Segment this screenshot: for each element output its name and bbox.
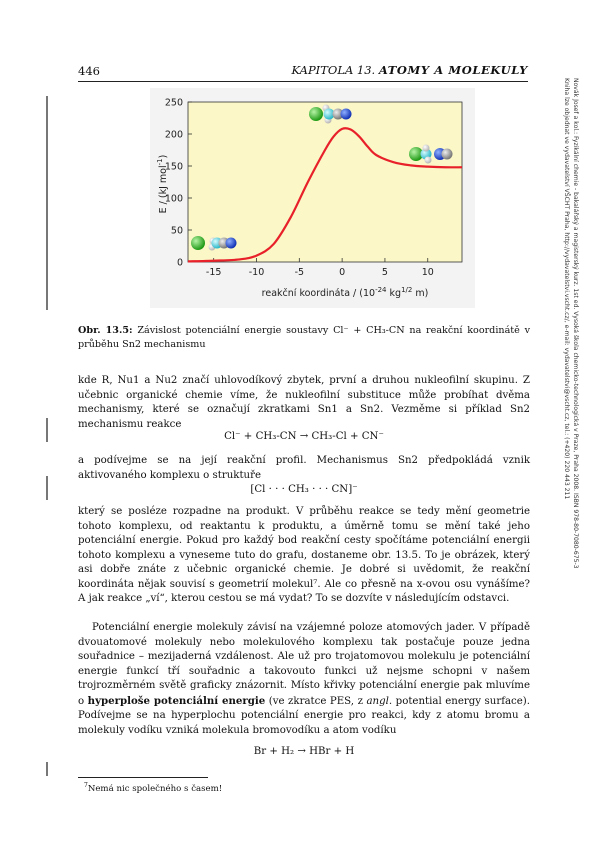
x-tick-label: -15: [205, 267, 222, 278]
caption-label: Obr. 13.5:: [78, 325, 133, 336]
paragraph-4-part-c: potential energy surface). Podívejme se na hyperplochu potenciální energie pro reakci, kdy z atomu bromu a molekuly vodíku vzniká molekula bromovodíku a atom vodíku: [78, 695, 530, 736]
x-tick-label: 10: [421, 267, 434, 278]
footnote-rule: [78, 777, 208, 778]
paragraph-4-part-a: Potenciální energie molekuly závisí na vzájemné poloze atomových jader. V případě dvouatomové molekuly nebo molekulového komplexu tak postačuje pouze jedna souřadnice – mezijaderná vzdálenost. Ale už pro trojatomovou molekulu je potenciální energie funkcí tří souřadnic a takovouto funkci už nejsme schopni v našem trojrozměrném světě graficky znázornit. Místo křivky potenciální energie pak mluvíme o: [78, 622, 530, 707]
margin-bar-figure: [46, 96, 48, 310]
side-note: [563, 78, 580, 598]
margin-bar-eq1: [46, 418, 48, 442]
chapter-title: ATOMY A MOLEKULY: [378, 63, 528, 77]
paragraph-1: kde R, Nu1 a Nu2 značí uhlovodíkový zbytek, první a druhou nukleofilní skupinu. Z učebnic organické chemie víme, že nukleofilní substituce může probíhat dvěma mechanismy, které se označují zkratkami Sn1 a Sn2. Vezměme si příklad Sn2 mechanismu reakce: [78, 375, 530, 430]
footnote: [84, 782, 222, 794]
side-note-line1: Novák Josef a kol.: Fyzikální chemie - bakalářský a magisterský kurz. 1st ed. Vysoká škola chemicko-technologická v Praze, Praha 2008. ISBN 978-80-7080-675-3: [572, 78, 579, 569]
figure-chart: [150, 88, 475, 308]
x-axis-label: reakční koordináta / ($10^{-24}$ $kg^{1/2}$ m): [261, 286, 429, 299]
y-tick-label: 50: [170, 225, 183, 237]
y-tick-label: 200: [164, 129, 183, 141]
footnote-mark: 7: [84, 782, 88, 789]
paragraph-4-part-b: (ve zkratce PES, z: [265, 695, 367, 707]
angl-abbrev: angl.: [366, 695, 393, 707]
y-tick-label: 0: [176, 257, 183, 269]
x-tick-label: -5: [294, 267, 305, 278]
y-tick-label: 100: [164, 193, 183, 205]
page-number: 446: [78, 64, 100, 78]
x-tick-label: 0: [339, 267, 346, 278]
running-head: [292, 63, 528, 77]
y-tick-label: 250: [164, 97, 183, 109]
equation-1: Cl⁻ + CH₃-CN → CH₃-Cl + CN⁻: [224, 431, 384, 442]
figure-caption: [78, 324, 530, 352]
margin-bar-eq2: [46, 476, 48, 500]
header-rule: [78, 81, 528, 82]
paragraph-3: který se posléze rozpadne na produkt. V průběhu reakce se tedy mění geometrie tohoto komplexu, od reaktantu k produktu, a úměrně tomu se mění také jeho potenciální energie. Pokud pro každý bod reakční cesty spočítáme potenciální energii tohoto komplexu a vyneseme tuto do grafu, dostaneme obr. 13.5. To je obrázek, který asi dobře znáte z učebnic organické chemie. Je dobré si uvědomit, že reakční koordináta nějak souvisí s geometrií molekul⁷. Ale co přesně na x-ovou osu vynášíme? A jak reakce „ví“, kterou cestou se má vydat? To se dozvíte v následujícím odstavci.: [78, 506, 530, 604]
energy-profile-chart: [150, 88, 475, 308]
footnote-text: Nemá nic společného s časem!: [87, 783, 223, 794]
y-tick-label: 150: [164, 161, 183, 173]
side-note-line2: Kniha lze objednat ve vydavatelství VŠCHT Praha, http://vydavatelstvi.vscht.cz/, e-mail: vydavatelstvi@vscht.cz, tel.: (+420) 220 443 211: [563, 78, 570, 500]
y-axis-label: E / (kJ mol$^{-1}$): [156, 154, 169, 214]
equation-2: [Cl · · · CH₃ · · · CN]⁻: [250, 484, 358, 495]
x-tick-label: 5: [381, 267, 388, 278]
x-tick-label: -10: [248, 267, 265, 278]
margin-bar-footnote: [46, 762, 48, 776]
chapter-prefix: KAPITOLA 13.: [291, 63, 376, 77]
caption-text: Závislost potenciální energie soustavy Cl⁻ + CH₃-CN na reakční koordinátě v průběhu Sn2 mechanismu: [78, 325, 530, 350]
pes-term: hyperploše potenciální energie: [87, 694, 266, 707]
paragraph-2: a podívejme se na její reakční profil. Mechanismus Sn2 předpokládá vznik aktivovaného komplexu o struktuře: [78, 455, 530, 481]
equation-3: Br + H₂ → HBr + H: [253, 746, 355, 757]
paragraph-4: [78, 621, 530, 738]
molecule-reactant-icon: [191, 236, 237, 251]
